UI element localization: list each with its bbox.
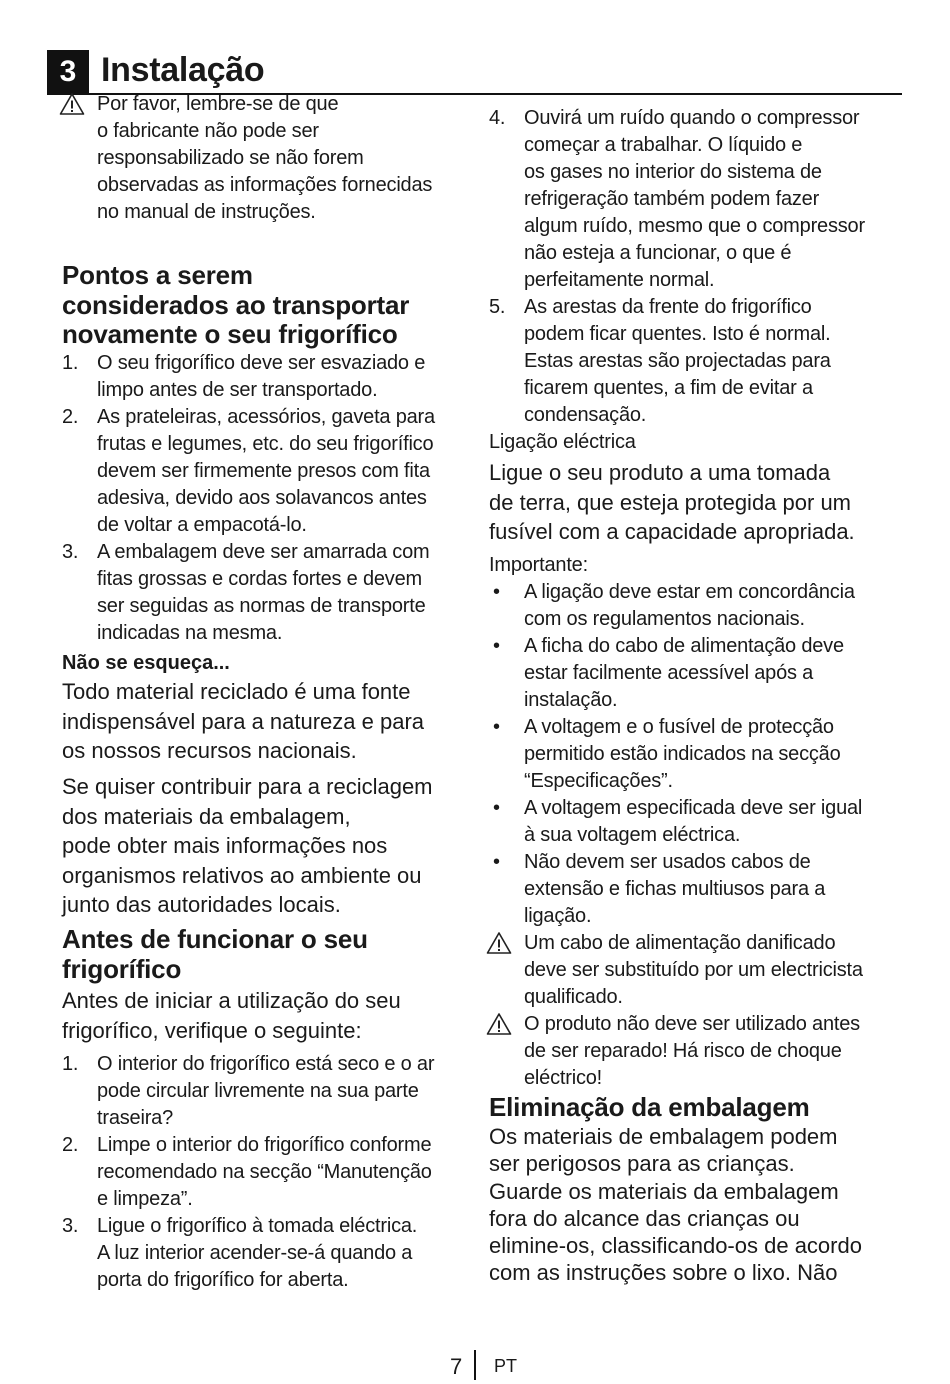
list-number: 5. [489, 296, 506, 318]
bullet-dot: • [493, 851, 500, 873]
paragraph-line: Guarde os materiais da embalagem [489, 1178, 839, 1204]
list-item-line: podem ficar quentes. Isto é normal. [524, 323, 831, 345]
chapter-title: Instalação [101, 51, 265, 89]
bullet-dot: • [493, 635, 500, 657]
warning-line: Um cabo de alimentação danificado [524, 932, 836, 954]
list-number: 4. [489, 107, 506, 129]
warning-line: eléctrico! [524, 1067, 603, 1089]
paragraph-line: organismos relativos ao ambiente ou [62, 862, 422, 888]
transport-list [62, 350, 472, 647]
continued-list [489, 105, 909, 429]
bullet-line: A ligação deve estar em concordância [524, 581, 855, 603]
bullet-line: estar facilmente acessível após a [524, 662, 814, 684]
paragraph-line: pode obter mais informações nos [62, 833, 388, 858]
warning-intro-line: observadas as informações fornecidas [97, 174, 433, 196]
bullet-line: com os regulamentos nacionais. [524, 608, 805, 630]
list-item-line: Ligue o frigorífico à tomada eléctrica. [97, 1215, 418, 1237]
list-item-line: O seu frigorífico deve ser esvaziado e [97, 352, 426, 374]
bullet-line: permitido estão indicados na secção [524, 743, 841, 765]
bullet-line: Não devem ser usados cabos de [524, 851, 811, 873]
bullet-dot: • [493, 716, 500, 738]
list-item-line: não esteja a funcionar, o que é [524, 242, 792, 264]
list-number: 3. [62, 1215, 79, 1237]
bullet-line: A ficha do cabo de alimentação deve [524, 635, 844, 657]
list-item [62, 350, 472, 404]
warning-intro-line: o fabricante não pode ser [97, 120, 319, 142]
list-item-line: Estas arestas são projectadas para [524, 350, 831, 372]
list-item-line: de voltar a empacotá-lo. [97, 514, 307, 536]
list-item-line: recomendado na secção “Manutenção [97, 1161, 432, 1183]
paragraph-line: Os materiais de embalagem podem [489, 1124, 838, 1149]
list-item-line: fitas grossas e cordas fortes e devem [97, 568, 422, 590]
disposal-heading: Eliminação da embalagem [489, 1092, 810, 1122]
warning-damaged-cable [489, 930, 909, 1011]
important-label: Importante: [489, 554, 588, 576]
list-number: 3. [62, 541, 79, 563]
list-item-line: traseira? [97, 1107, 174, 1129]
list-number: 1. [62, 1053, 79, 1075]
warning-shock-risk [489, 1011, 909, 1092]
list-item-line: limpo antes de ser transportado. [97, 379, 378, 401]
list-item-line: refrigeração também podem fazer [524, 188, 820, 210]
paragraph-line: fora do alcance das crianças ou [489, 1205, 800, 1231]
paragraph-line: com as instruções sobre o lixo. Não [489, 1260, 838, 1286]
list-item-line: porta do frigorífico for aberta. [97, 1269, 349, 1291]
recycling-info-paragraph [62, 772, 482, 920]
list-item-line: indicadas na mesma. [97, 622, 283, 644]
paragraph-line: Se quiser contribuir para a reciclagem [62, 774, 433, 799]
list-item-line: O interior do frigorífico está seco e o ar [97, 1053, 435, 1075]
bullet-item [489, 714, 909, 795]
bullet-item [489, 579, 909, 633]
list-item-line: algum ruído, mesmo que o compressor [524, 215, 865, 237]
paragraph-line: indispensável para a natureza e para [62, 708, 425, 734]
bullet-line: à sua voltagem eléctrica. [524, 824, 741, 846]
warning-intro-line: no manual de instruções. [97, 201, 316, 223]
paragraph-line: os nossos recursos nacionais. [62, 738, 357, 763]
list-item [62, 1132, 477, 1213]
before-use-heading-line: Antes de funcionar o seu [62, 924, 368, 954]
transport-heading-line: considerados ao transportar [62, 289, 410, 320]
paragraph-line: ser perigosos para as crianças. [489, 1151, 795, 1177]
list-item-line: ficarem quentes, a fim de evitar a [524, 377, 813, 399]
bullet-item [489, 849, 909, 930]
list-item-line: condensação. [524, 404, 647, 426]
bullet-line: A voltagem especificada deve ser igual [524, 797, 863, 819]
list-item-line: frutas e legumes, etc. do seu frigorífico [97, 433, 434, 455]
bullet-line: “Especificações”. [524, 770, 673, 792]
warning-intro-line: Por favor, lembre-se de que [97, 93, 339, 115]
paragraph-line: dos materiais da embalagem, [62, 803, 351, 829]
electrical-bullets [489, 579, 909, 1092]
electrical-heading: Ligação eléctrica [489, 431, 636, 453]
list-item-line: A embalagem deve ser amarrada com [97, 541, 430, 563]
paragraph-line: junto das autoridades locais. [62, 892, 341, 917]
paragraph-line: de terra, que esteja protegida por um [489, 489, 852, 515]
recycling-paragraph [62, 677, 482, 766]
paragraph-line: elimine-os, classificando-os de acordo [489, 1233, 862, 1259]
transport-heading [62, 261, 482, 350]
disposal-paragraph [489, 1123, 909, 1287]
warning-line: O produto não deve ser utilizado antes [524, 1013, 860, 1035]
list-item-line: perfeitamente normal. [524, 269, 715, 291]
list-number: 2. [62, 406, 79, 428]
warning-intro-line: responsabilizado se não forem [97, 147, 364, 169]
list-item [489, 105, 909, 294]
electrical-paragraph [489, 458, 909, 547]
list-item-line: As prateleiras, acessórios, gaveta para [97, 406, 435, 428]
list-item [62, 539, 472, 647]
list-item-line: e limpeza”. [97, 1188, 193, 1210]
paragraph-line: frigorífico, verifique o seguinte: [62, 1017, 362, 1043]
list-item-line: os gases no interior do sistema de [524, 161, 822, 183]
before-use-intro [62, 986, 482, 1045]
bullet-line: ligação. [524, 905, 592, 927]
language-code: PT [494, 1356, 518, 1376]
warning-line: de ser reparado! Há risco de choque [524, 1040, 842, 1062]
warning-line: qualificado. [524, 986, 623, 1008]
bullet-dot: • [493, 581, 500, 603]
warning-triangle-icon [486, 1012, 512, 1036]
list-item-line: pode circular livremente na sua parte [97, 1080, 419, 1102]
list-item-line: devem ser firmemente presos com fita [97, 460, 430, 482]
bullet-line: instalação. [524, 689, 618, 711]
list-item-line: Ouvirá um ruído quando o compressor [524, 107, 860, 129]
remember-heading: Não se esqueça... [62, 652, 230, 674]
list-item-line: ser seguidas as normas de transporte [97, 595, 426, 617]
list-item [489, 294, 909, 429]
list-number: 2. [62, 1134, 79, 1156]
warning-intro [62, 91, 507, 226]
bullet-dot: • [493, 797, 500, 819]
transport-heading-line: Pontos a serem [62, 260, 253, 290]
paragraph-line: Todo material reciclado é uma fonte [62, 679, 411, 704]
paragraph-line: Ligue o seu produto a uma tomada [489, 460, 831, 485]
list-item-line: adesiva, devido aos solavancos antes [97, 487, 427, 509]
list-item-line: começar a trabalhar. O líquido e [524, 134, 803, 156]
paragraph-line: fusível com a capacidade apropriada. [489, 519, 855, 544]
transport-heading-line: novamente o seu frigorífico [62, 319, 398, 349]
list-item-line: Limpe o interior do frigorífico conforme [97, 1134, 432, 1156]
bullet-item [489, 795, 909, 849]
bullet-line: extensão e fichas multiusos para a [524, 878, 826, 900]
warning-triangle-icon [59, 92, 85, 116]
paragraph-line: Antes de iniciar a utilização do seu [62, 988, 401, 1013]
chapter-number-badge: 3 [47, 50, 89, 94]
warning-triangle-icon [486, 931, 512, 955]
list-item [62, 404, 472, 539]
list-item-line: A luz interior acender-se-á quando a [97, 1242, 413, 1264]
footer-divider [474, 1350, 476, 1380]
page-number: 7 [450, 1354, 463, 1379]
before-use-list [62, 1051, 477, 1294]
before-use-heading-line: frigorífico [62, 953, 182, 984]
warning-line: deve ser substituído por um electricista [524, 959, 863, 981]
list-item-line: As arestas da frente do frigorífico [524, 296, 812, 318]
bullet-item [489, 633, 909, 714]
list-number: 1. [62, 352, 79, 374]
bullet-line: A voltagem e o fusível de protecção [524, 716, 834, 738]
list-item [62, 1051, 477, 1132]
list-item [62, 1213, 477, 1294]
before-use-heading [62, 925, 482, 984]
